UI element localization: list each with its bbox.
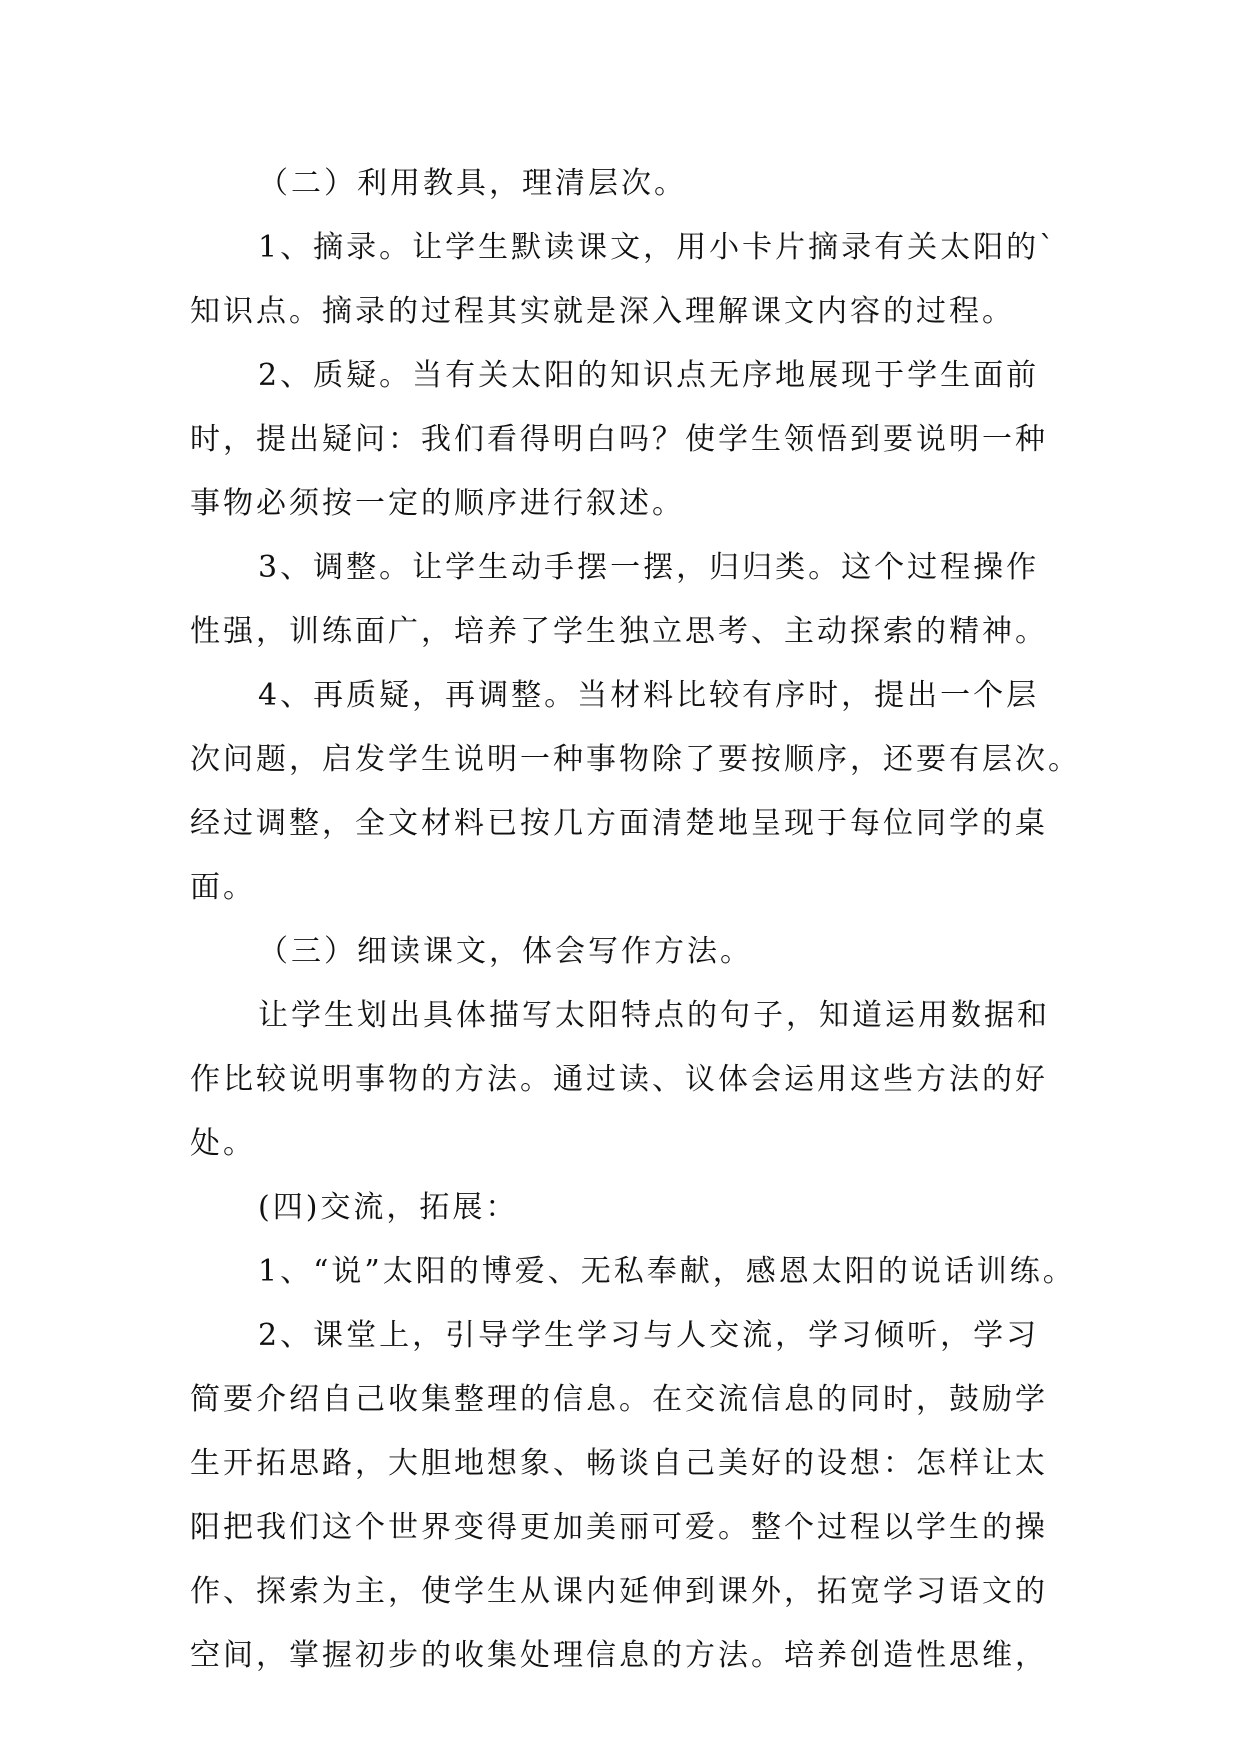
paragraph-line: 1、摘录。让学生默读课文，用小卡片摘录有关太阳的` (258, 230, 1058, 265)
paragraph-line: 2、质疑。当有关太阳的知识点无序地展现于学生面前 (258, 358, 1040, 393)
paragraph-line: 作比较说明事物的方法。通过读、议体会运用这些方法的好 (190, 1062, 1048, 1097)
paragraph-line: 2、课堂上，引导学生学习与人交流，学习倾听，学习 (258, 1318, 1040, 1353)
section-heading-2: （二）利用教具，理清层次。 (258, 166, 687, 201)
paragraph-line: 4、再质疑，再调整。当材料比较有序时，提出一个层 (258, 678, 1040, 713)
paragraph-line: 知识点。摘录的过程其实就是深入理解课文内容的过程。 (190, 294, 1015, 329)
paragraph-line: 面。 (190, 870, 256, 905)
section-heading-4: (四)交流，拓展： (258, 1190, 519, 1225)
document-body (190, 152, 1081, 1688)
paragraph-line: 1、“说”太阳的博爱、无私奉献，感恩太阳的说话训练。 (258, 1254, 1076, 1289)
paragraph-line: 经过调整，全文材料已按几方面清楚地呈现于每位同学的桌 (190, 806, 1048, 841)
paragraph-line: 3、调整。让学生动手摆一摆，归归类。这个过程操作 (258, 550, 1040, 585)
paragraph-line: 作、探索为主，使学生从课内延伸到课外，拓宽学习语文的 (190, 1574, 1048, 1609)
paragraph-line: 性强，训练面广，培养了学生独立思考、主动探索的精神。 (190, 614, 1048, 649)
paragraph-line: 生开拓思路，大胆地想象、畅谈自己美好的设想：怎样让太 (190, 1446, 1048, 1481)
paragraph-line: 事物必须按一定的顺序进行叙述。 (190, 486, 685, 521)
paragraph-line: 让学生划出具体描写太阳特点的句子，知道运用数据和 (258, 998, 1050, 1033)
paragraph-line: 空间，掌握初步的收集处理信息的方法。培养创造性思维， (190, 1638, 1048, 1673)
paragraph-line: 阳把我们这个世界变得更加美丽可爱。整个过程以学生的操 (190, 1510, 1048, 1545)
paragraph-line: 处。 (190, 1126, 256, 1161)
paragraph-line: 时，提出疑问：我们看得明白吗？使学生领悟到要说明一种 (190, 422, 1048, 457)
section-heading-3: （三）细读课文，体会写作方法。 (258, 934, 753, 969)
paragraph-line: 次问题，启发学生说明一种事物除了要按顺序，还要有层次。 (190, 742, 1081, 777)
paragraph-line: 简要介绍自己收集整理的信息。在交流信息的同时，鼓励学 (190, 1382, 1048, 1417)
